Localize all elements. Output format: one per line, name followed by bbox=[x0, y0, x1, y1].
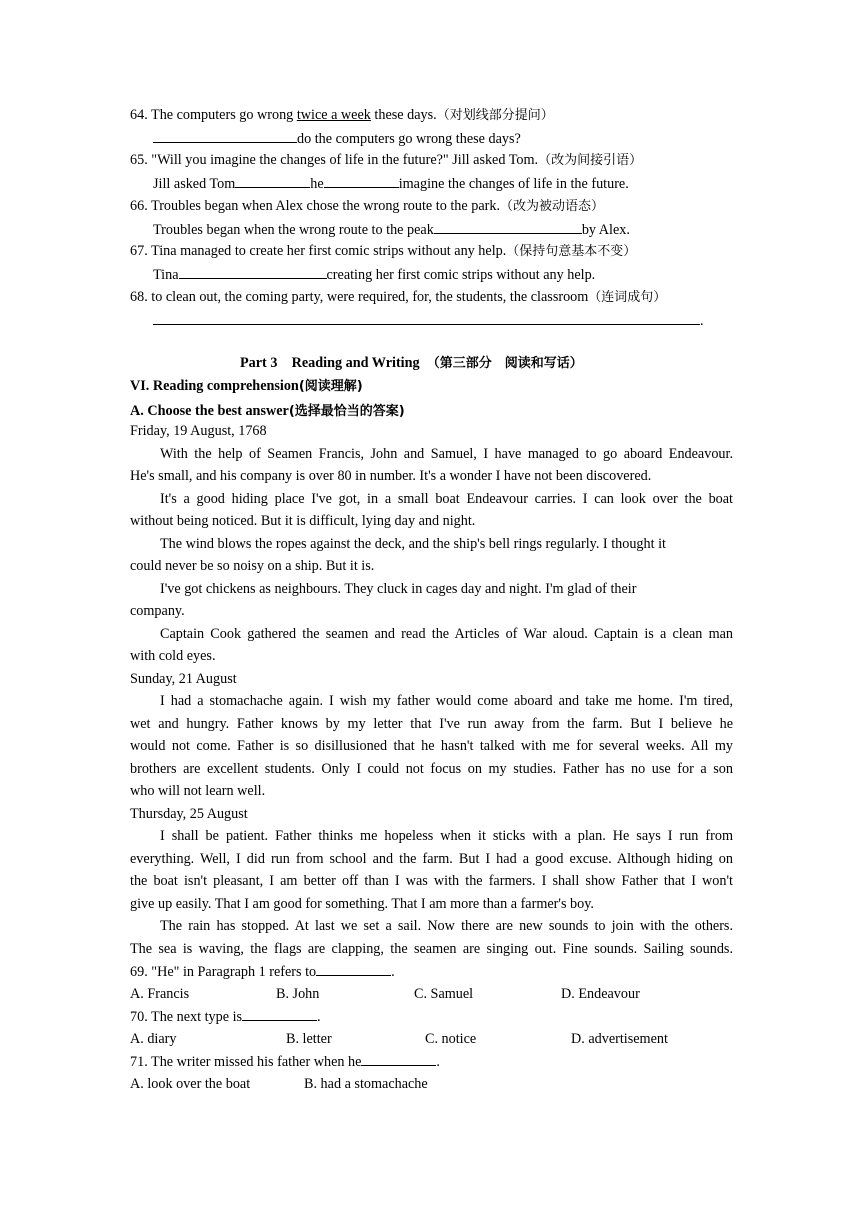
q66-answer-line bbox=[153, 220, 630, 239]
q64-instruction: （对划线部分提问） bbox=[436, 108, 554, 123]
q65-answer-text-1: Jill asked Tom bbox=[153, 176, 236, 192]
q68-answer-end: . bbox=[700, 313, 704, 329]
passage-line: without being noticed. But it is difficult, lying day and night. bbox=[130, 513, 476, 529]
answer-blank[interactable] bbox=[324, 174, 399, 188]
q70-option-b[interactable]: B. letter bbox=[286, 1031, 332, 1047]
passage-line: wet and hungry. Father knows by my letter that I've run away from the farm. But I believe he bbox=[130, 716, 733, 732]
q66-text: 66. Troubles began when Alex chose the wrong route to the park. bbox=[130, 198, 500, 214]
q70-text: 70. The next type is bbox=[130, 1009, 243, 1025]
passage-line: The rain has stopped. At last we set a sail. Now there are new sounds to join with the others. bbox=[160, 918, 733, 934]
part3-chinese-title: （第三部分 阅读和写话） bbox=[426, 356, 583, 371]
section-6-label: VI. Reading comprehension bbox=[130, 378, 299, 394]
passage-line: The wind blows the ropes against the deck, and the ship's bell rings regularly. I thought it bbox=[160, 536, 666, 552]
q66-answer-text-1: Troubles began when the wrong route to the peak bbox=[153, 222, 434, 238]
passage-line: I had a stomachache again. I wish my father would come aboard and take me home. I'm tired, bbox=[160, 693, 733, 709]
diary-date-3: Thursday, 25 August bbox=[130, 806, 248, 822]
passage-line: brothers are excellent students. Only I could not focus on my studies. Father has no use for a son bbox=[130, 761, 733, 777]
question-64 bbox=[130, 106, 554, 125]
q67-answer-line bbox=[153, 265, 595, 284]
q65-text: 65. "Will you imagine the changes of life in the future?" Jill asked Tom. bbox=[130, 152, 539, 168]
q68-answer-line bbox=[153, 311, 704, 330]
q69-text: 69. "He" in Paragraph 1 refers to bbox=[130, 964, 317, 980]
q69-option-a[interactable]: A. Francis bbox=[130, 986, 190, 1002]
answer-blank[interactable] bbox=[153, 129, 297, 143]
section-a-label: A. Choose the best answer bbox=[130, 403, 289, 419]
q69-option-d[interactable]: D. Endeavour bbox=[561, 986, 640, 1002]
section-a-chinese: (选择最恰当的答案) bbox=[288, 404, 405, 419]
passage-line: could never be so noisy on a ship. But it is. bbox=[130, 558, 375, 574]
q66-answer-text-2: by Alex. bbox=[581, 222, 630, 238]
q71-option-a[interactable]: A. look over the boat bbox=[130, 1076, 251, 1092]
q66-instruction: （改为被动语态） bbox=[500, 199, 605, 214]
passage-line: I've got chickens as neighbours. They cluck in cages day and night. I'm glad of their bbox=[160, 581, 637, 597]
answer-blank[interactable] bbox=[434, 220, 582, 234]
q65-instruction: （改为间接引语） bbox=[538, 153, 643, 168]
part3-label: Part 3 bbox=[240, 355, 278, 371]
passage-line: who will not learn well. bbox=[130, 783, 266, 799]
q69-option-b[interactable]: B. John bbox=[276, 986, 320, 1002]
q68-text: 68. to clean out, the coming party, were required, for, the students, the classroom bbox=[130, 289, 589, 305]
section-6-heading bbox=[130, 377, 363, 396]
q71-end: . bbox=[436, 1054, 440, 1070]
q64-text-end: these days. bbox=[370, 107, 437, 123]
passage-line: give up easily. That I am good for something. That I am more than a farmer's boy. bbox=[130, 896, 594, 912]
q64-text: 64. The computers go wrong bbox=[130, 107, 297, 123]
passage-line: He's small, and his company is over 80 in number. It's a wonder I have not been discovered. bbox=[130, 468, 652, 484]
passage-line: Captain Cook gathered the seamen and read the Articles of War aloud. Captain is a clean man bbox=[160, 626, 733, 642]
question-67 bbox=[130, 242, 636, 261]
answer-blank[interactable] bbox=[242, 1007, 317, 1021]
question-65 bbox=[130, 151, 642, 170]
answer-blank[interactable] bbox=[316, 962, 391, 976]
part3-heading bbox=[240, 354, 583, 373]
q64-answer-line bbox=[153, 129, 521, 148]
q69-end: . bbox=[391, 964, 395, 980]
q64-underlined-part: twice a week bbox=[296, 107, 371, 123]
part3-title: Reading and Writing bbox=[291, 355, 420, 371]
q67-instruction: （保持句意基本不变） bbox=[506, 244, 637, 259]
passage-line: With the help of Seamen Francis, John and Samuel, I have managed to go aboard Endeavour. bbox=[160, 446, 733, 462]
question-66 bbox=[130, 197, 604, 216]
q70-option-d[interactable]: D. advertisement bbox=[571, 1031, 668, 1047]
answer-blank[interactable] bbox=[153, 311, 700, 325]
passage-line: The sea is waving, the flags are clapping, the seamen are singing out. Fine sounds. Sailing sounds. bbox=[130, 941, 733, 957]
q64-answer-text: do the computers go wrong these days? bbox=[297, 131, 521, 147]
passage-line: It's a good hiding place I've got, in a small boat Endeavour carries. I can look over the boat bbox=[160, 491, 733, 507]
q69-option-c[interactable]: C. Samuel bbox=[414, 986, 474, 1002]
q71-option-b[interactable]: B. had a stomachache bbox=[304, 1076, 428, 1092]
q70-option-c[interactable]: C. notice bbox=[425, 1031, 477, 1047]
diary-date-2: Sunday, 21 August bbox=[130, 671, 237, 687]
passage-line: with cold eyes. bbox=[130, 648, 216, 664]
q67-text: 67. Tina managed to create her first comic strips without any help. bbox=[130, 243, 507, 259]
passage-line: everything. Well, I did run from school and the farm. But I had a good excuse. Although hiding on bbox=[130, 851, 733, 867]
passage-line: company. bbox=[130, 603, 185, 619]
q67-answer-text-2: creating her first comic strips without any help. bbox=[326, 267, 596, 283]
q67-answer-text-1: Tina bbox=[153, 267, 179, 283]
section-a-heading bbox=[130, 402, 405, 421]
answer-blank[interactable] bbox=[235, 174, 310, 188]
q68-instruction: （连词成句） bbox=[588, 290, 667, 305]
answer-blank[interactable] bbox=[361, 1052, 436, 1066]
answer-blank[interactable] bbox=[179, 265, 327, 279]
q65-answer-line bbox=[153, 174, 629, 193]
passage-line: the boat isn't pleasant, I am better off than I was with the farmers. I shall show Father that I won't bbox=[130, 873, 733, 889]
question-68 bbox=[130, 288, 666, 307]
diary-date-1: Friday, 19 August, 1768 bbox=[130, 423, 267, 439]
question-69 bbox=[130, 962, 395, 981]
passage-line: would not come. Father is so disillusioned that he hasn't talked with me for several weeks. All my bbox=[130, 738, 733, 754]
question-71 bbox=[130, 1052, 440, 1071]
q70-option-a[interactable]: A. diary bbox=[130, 1031, 177, 1047]
q65-answer-text-3: imagine the changes of life in the future. bbox=[398, 176, 629, 192]
section-6-chinese: (阅读理解) bbox=[298, 379, 363, 394]
question-70 bbox=[130, 1007, 321, 1026]
q71-text: 71. The writer missed his father when he bbox=[130, 1054, 362, 1070]
q70-end: . bbox=[317, 1009, 321, 1025]
passage-line: I shall be patient. Father thinks me hopeless when it sticks with a plan. He says I run from bbox=[160, 828, 733, 844]
q65-answer-text-2: he bbox=[310, 176, 324, 192]
